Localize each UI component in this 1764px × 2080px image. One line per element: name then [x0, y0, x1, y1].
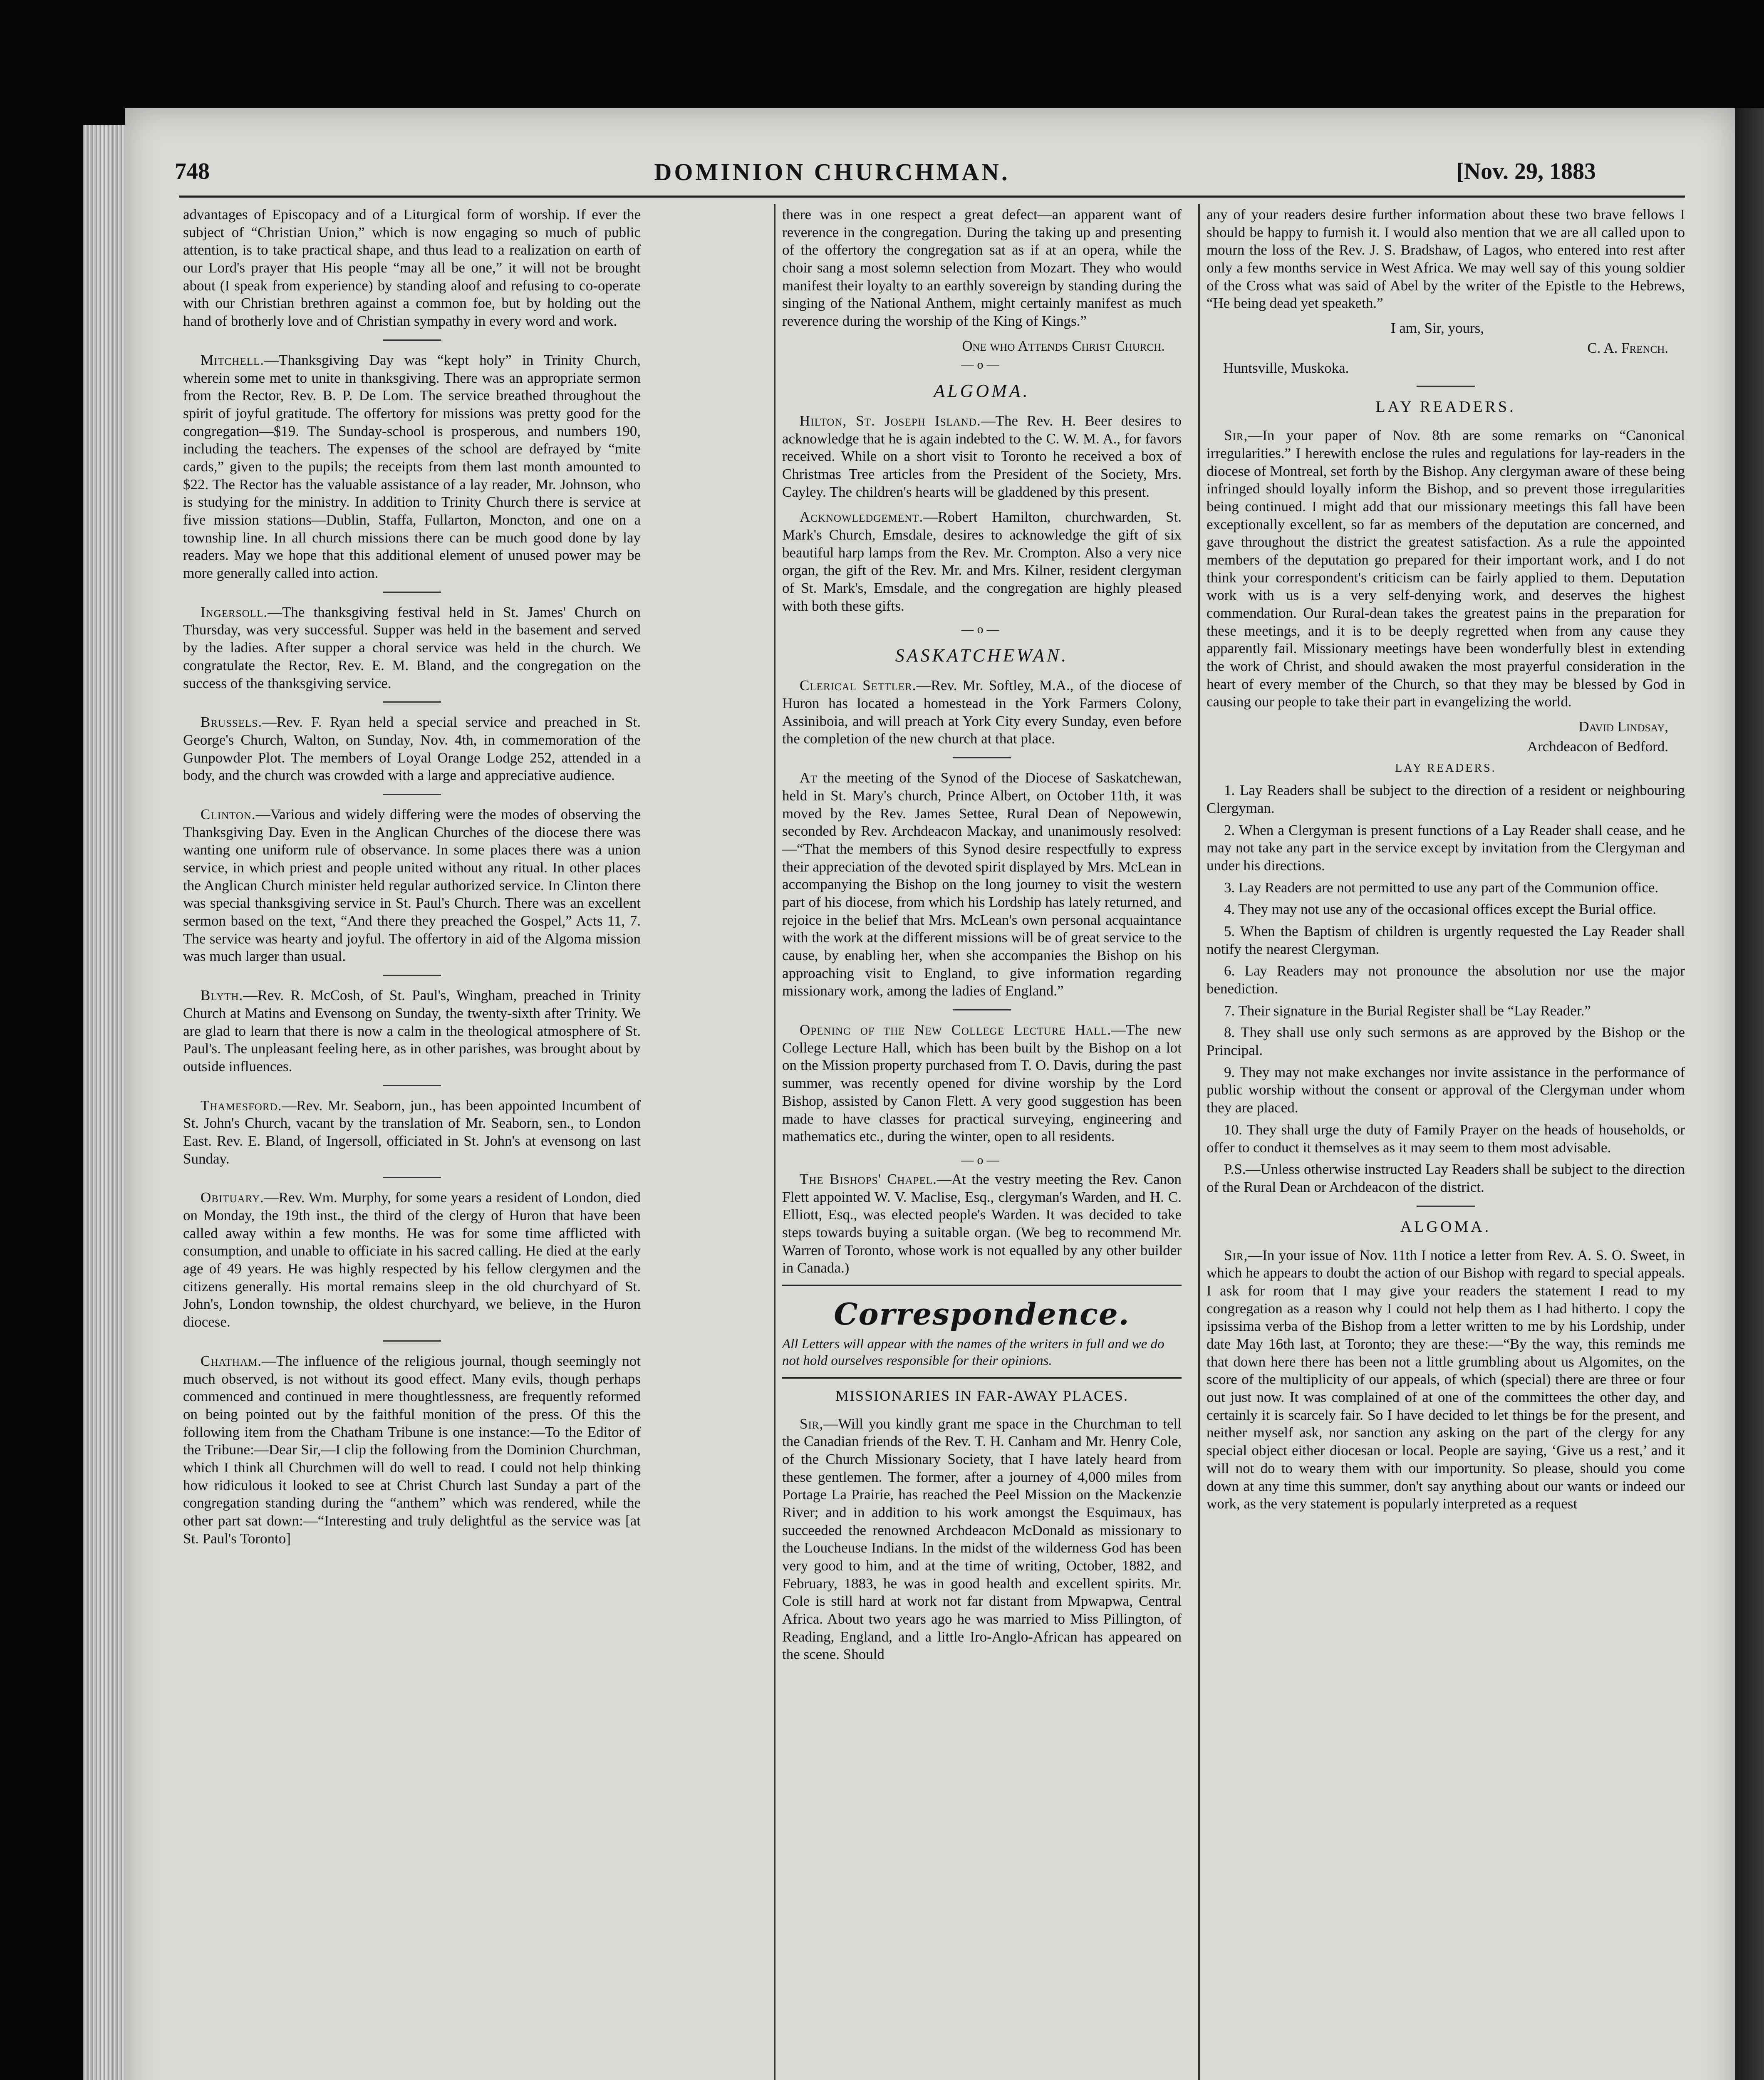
item-synod — [782, 769, 1182, 1000]
item-text: —Rev. R. McCosh, of St. Paul's, Wingham, preached in Trinity Church at Matins and Evensong on Sunday, the twenty-sixth after Trinity. We are glad to learn that there is now a calm in the theological atmosphere of St. Paul's. The unpleasant feeling here, as in other parishes, was brought about by outside influences. — [183, 987, 641, 1075]
item-lead: At — [800, 770, 818, 786]
item-lead: Acknowledgement. — [800, 509, 924, 525]
item-text: —Robert Hamilton, churchwarden, St. Mark's Church, Emsdale, desires to acknowledge the gift of six beautiful harp lamps from the Rev. Mr. Crompton. Also a very nice organ, the gift of the Rev. Mr. and Mrs. Kilner, resident clergyman of St. Mark's, Emsdale, and the congregation are highly pleased with both these gifts. — [782, 509, 1182, 614]
page-number: 748 — [175, 158, 210, 184]
item-lead: Ingersoll. — [201, 604, 268, 620]
item-lead: Blyth. — [201, 987, 243, 1004]
column-left — [183, 206, 641, 2080]
binding-edge — [1735, 108, 1764, 2080]
article-continuation: any of your readers desire further information about these two brave fellows I should be happy to furnish it. I would also mention that we are all called upon to mourn the loss of the Rev. J. S. Bradshaw, of Lagos, who entered into rest after only a few months service in West Africa. We may well say of this young soldier of the Cross what was said of Abel by the writer of the Epistle to the Hebrews, “He being dead yet speaketh.” — [1207, 206, 1685, 312]
masthead: DOMINION CHURCHMAN. — [654, 158, 1010, 186]
item-bishops-chapel — [782, 1171, 1182, 1277]
item-text: —Thanksgiving Day was “kept holy” in Trinity Church, wherein some met to unite in thanksgiving. There was an appropriate sermon from the Rector, Rev. B. P. De Lom. The service breathed throughout the spirit of joyful gratitude. The offertory for missions was pretty good for the congregation—$19. The Sunday-school is prosperous, and numbers 190, including the teachers. The expenses of the school are defrayed by “mite cards,” given to the pupils; the receipts from them last month amounted to $22. The Rector has the valuable assistance of a lay reader, Mr. Johnson, who is studying for the ministry. In addition to Trinity Church there is service at five mission stations—Dublin, Staffa, Fullarton, Moncton, and one on a township line. In all church missions there can be much good done by lay readers. May we hope that this additional element of unused power may be more generally called into action. — [183, 352, 641, 582]
divider — [383, 794, 441, 795]
item-text: —Will you kindly grant me space in the Churchman to tell the Canadian friends of the Rev. T. H. Canham and Mr. Henry Cole, of the Church Missionary Society, that I have lately heard from these gentlemen. The former, after a journey of 4,000 miles from Portage La Prairie, has reached the Peel Mission on the Mackenzie River; and in addition to his work amongst the Esquimaux, has succeeded the renowned Archdeacon McDonald as missionary to the Loucheuse Indians. In the midst of the wilderness God has been very good to him, and at the time of writing, October, 1882, and February, 1883, he was in good health and excellent spirits. Mr. Cole is still hard at work not far distant from Mpwapwa, Central Africa. About two years ago he was married to Miss Pillington, of Reading, England, and a little Iro-Anglo-African has appeared on the scene. Should — [782, 1415, 1182, 1663]
item-text: —The new College Lecture Hall, which has been built by the Bishop on a lot on the Mission property purchased from T. O. Davis, during the past summer, was recently opened for divine worship by the Lord Bishop, assisted by Canon Flett. A very good suggestion has been made to have classes for practical surveying, engineering and mathematics etc., during the winter, open to all residents. — [782, 1022, 1182, 1145]
item-lead: Brussels. — [201, 714, 263, 730]
item-lead: Clinton. — [201, 806, 256, 822]
divider — [1417, 386, 1475, 387]
letter-heading-missionaries: MISSIONARIES IN FAR-AWAY PLACES. — [835, 1387, 1128, 1404]
item-text: —Rev. Mr. Seaborn, jun., has been appointed Incumbent of St. John's Church, vacant by the translation of Mr. Seaborn, sen., to London East. Rev. E. Bland, of Ingersoll, officiated in St. John's at evensong on last Sunday. — [183, 1097, 641, 1167]
article-continuation: there was in one respect a great defect—an apparent want of reverence in the congregation. During the taking up and presenting of the offertory the congregation sat as if at an opera, while the choir sang a most solemn selection from Mozart. They who would manifest their loyalty to an earthly sovereign by standing during the singing of the National Anthem, might certainly manifest as much reverence during the worship of the King of Kings.” — [782, 206, 1182, 329]
item-blyth — [183, 987, 641, 1075]
item-text: —The thanksgiving festival held in St. James' Church on Thursday, was very successful. Supper was held in the basement and served by the ladies. After supper a choral service was held in the church. We congratulate the Rector, Rev. E. M. Bland, and the congregation on the success of the thanksgiving service. — [183, 604, 641, 691]
item-lead: Sir, — [1224, 427, 1248, 444]
item-text: —In your issue of Nov. 11th I notice a letter from Rev. A. S. O. Sweet, in which he appears to doubt the action of our Bishop with regard to special appeals. I ask for room that I may give your readers the statement I read to my congregation as a reason why I could not help them as I had hitherto. I copy the ipsissima verba of the Bishop from a letter written to me by his Lordship, under date May 16th last, at Toronto; they are these:—“By the way, this reminds me that down here there has been not a little grumbling about us Algomites, on the score of the multiplicity of our appeals, of which (special) there are three or four out just now. It was complained of at one of the committees the other day, and certainly it is scarcely fair. So I have decided to let things be for the present, and neither myself ask, nor sanction any asking on the part of the clergy for any special object either diocesan or local. People are saying, ‘Give us a rest,’ and it will not do to weary them with our importunity. So please, should you come down at any time this summer, don't say anything about our wants or indeed our work, as the very statement is popularly interpreted as a request — [1207, 1247, 1685, 1512]
section-heading-algoma: ALGOMA. — [934, 380, 1030, 401]
signature-title: Archdeacon of Bedford. — [1527, 738, 1668, 755]
letter-lay-readers — [1207, 427, 1685, 711]
item-obituary — [183, 1189, 641, 1331]
divider — [383, 975, 441, 976]
item-text: —The influence of the religious journal, though seemingly not much observed, is not without its good effect. Many evils, though perhaps commenced and continued in mere thoughtlessness, are frequently reformed on being pointed out by the faithful monition of the press. Of this the following item from the Chatham Tribune is one instance:—To the Editor of the Tribune:—Dear Sir,—I clip the following from the Dominion Churchman, which I think all Churchmen will do well to read. I could not help thinking how ridiculous it looked to see at Christ Church last Sunday a part of the congregation standing during the “anthem” which was rendered, while the other part sat down:—“Interesting and truly delightful as the service was [at St. Paul's Toronto] — [183, 1352, 641, 1547]
section-rule — [782, 1377, 1182, 1379]
item-lead: Sir, — [1224, 1247, 1248, 1263]
ornament-divider: —o— — [961, 622, 1003, 636]
item-thamesford — [183, 1097, 641, 1168]
letter-algoma — [1207, 1247, 1685, 1513]
item-lead: The Bishops' Chapel. — [800, 1171, 937, 1187]
column-rule — [774, 204, 775, 2080]
item-text: —The Rev. H. Beer desires to acknowledge that he is again indebted to the C. W. M. A., for favors received. While on a short visit to Toronto he received a box of Christmas Tree articles from the President of the Society, Mrs. Cayley. The children's hearts will be gladdened by this present. — [782, 412, 1182, 500]
item-text: —At the vestry meeting the Rev. Canon Flett appointed W. V. Maclise, Esq., clergyman's Warden, and H. C. Elliott, Esq., was elected people's Warden. It was decided to take steps towards buying a suitable organ. (We beg to recommend Mr. Warren of Toronto, whose work is not equalled by any other builder in Canada.) — [782, 1171, 1182, 1276]
item-lead: Hilton, St. Joseph Island. — [800, 412, 981, 429]
item-text: —Rev. Wm. Murphy, for some years a resident of London, died on Monday, the 19th inst., the third of the clergy of Huron that have been called away within a few months. He was for some time afflicted with consumption, and unable to officiate in his sacred calling. He died at the early age of 49 years. He was highly respected by his fellow clergymen and the citizens generally. His mortal remains sleep in the old churchyard of St. John's, London township, the oldest churchyard, we believe, in the Huron diocese. — [183, 1189, 641, 1330]
header-rule — [179, 196, 1685, 198]
rule-item: 5. When the Baptism of children is urgently requested the Lay Reader shall notify the nearest Clergyman. — [1207, 923, 1685, 957]
ornament-divider: —o— — [961, 357, 1003, 371]
rules-heading: LAY READERS. — [1395, 762, 1496, 775]
divider — [383, 339, 441, 341]
postscript: P.S.—Unless otherwise instructed Lay Readers shall be subject to the direction of the Rural Dean or Archdeacon of the district. — [1207, 1161, 1685, 1195]
letter-place: Huntsville, Muskoka. — [1223, 360, 1349, 376]
correspondence-note: All Letters will appear with the names of the writers in full and we do not hold ourselves responsible for their opinions. — [782, 1337, 1164, 1369]
article-continuation: advantages of Episcopacy and of a Liturgical form of worship. If ever the subject of “Christian Union,” which is now engaging so much of public attention, is to take practical shape, and thus lead to a realization on earth of our Lord's prayer that His people “may all be one,” it will not be brought about (I speak from experience) by standing aloof and refusing to co-operate with our Christian brethren against a common foe, but by holding out the hand of brotherly love and of Christian sympathy in every word and work. — [183, 206, 641, 329]
item-lead: Obituary. — [201, 1189, 264, 1206]
letter-closing: I am, Sir, yours, — [1390, 320, 1484, 337]
rule-item: 4. They may not use any of the occasional offices except the Burial office. — [1224, 901, 1656, 918]
divider — [383, 592, 441, 593]
item-clerical-settler — [782, 677, 1182, 748]
rule-item: 8. They shall use only such sermons as are approved by the Bishop or the Principal. — [1207, 1024, 1685, 1059]
divider — [953, 1009, 1011, 1010]
item-college-hall — [782, 1021, 1182, 1146]
correspondence-heading: Correspondence. — [834, 1296, 1130, 1332]
item-lead: Clerical Settler. — [800, 677, 917, 694]
divider — [383, 701, 441, 703]
rule-item: 10. They shall urge the duty of Family Prayer on the heads of households, or offer to conduct it themselves as it may seem to them most advisable. — [1207, 1121, 1685, 1156]
divider — [383, 1085, 441, 1086]
rule-item: 1. Lay Readers shall be subject to the direction of a resident or neighbouring Clergyman. — [1207, 782, 1685, 816]
item-lead: Thamesford. — [201, 1097, 282, 1114]
item-ingersoll — [183, 604, 641, 692]
letter-missionaries — [782, 1415, 1182, 1664]
section-rule — [782, 1285, 1182, 1286]
item-text: —Various and widely differing were the modes of observing the Thanksgiving Day. Even in the Anglican Churches of the diocese there was wanting one uniform rule of observance. In some places there was a union service, in which priest and people united without any ritual. In other places the Anglican Church minister held regular authorized service. In Clinton there was special thanksgiving service in St. Paul's Church. There was an excellent sermon based on the text, “And there they preached the Gospel,” Acts 11, 7. The service was hearty and joyful. The offertory in aid of the Algoma mission was much larger than usual. — [183, 806, 641, 965]
divider — [383, 1177, 441, 1178]
rule-item: 2. When a Clergyman is present functions of a Lay Reader shall cease, and he may not take any part in the service except by invitation from the Clergyman and under his directions. — [1207, 822, 1685, 874]
column-right — [1207, 206, 1685, 2080]
item-text: the meeting of the Synod of the Diocese of Saskatchewan, held in St. Mary's church, Prince Albert, on October 11th, it was moved by the Rev. James Settee, Rural Dean of Nepowewin, seconded by Rev. Archdeacon Mackay, and unanimously resolved:—“That the members of this Synod desire respectfully to express their appreciation of the devoted spirit displayed by Mrs. McLean in accompanying the Bishop on the long journey to visit the western part of his diocese, from which his Lordship has lately returned, and rejoice in the belief that Mrs. McLean's own personal acquaintance with the work at the different missions will be of great service to the cause, by enabling her, when she accompanies the Bishop on his approaching visit to England, to give information regarding missionary work, among the ladies of England.” — [782, 770, 1182, 999]
rule-item: 3. Lay Readers are not permitted to use any part of the Communion office. — [1224, 879, 1659, 896]
divider — [1417, 1206, 1475, 1207]
item-brussels — [183, 713, 641, 785]
signature: C. A. French. — [1587, 340, 1668, 357]
rule-item: 7. Their signature in the Burial Register shall be “Lay Reader.” — [1224, 1002, 1591, 1019]
ornament-divider: —o— — [961, 1153, 1003, 1167]
item-mitchell — [183, 352, 641, 582]
item-text: —Rev. F. Ryan held a special service and preached in St. George's Church, Walton, on Sunday, Nov. 4th, in commemoration of the Gunpowder Plot. The members of Loyal Orange Lodge 252, attended in a body, and the church was crowded with a large and appreciative audience. — [183, 714, 641, 784]
letter-heading-algoma: ALGOMA. — [1400, 1218, 1491, 1236]
rule-item: 6. Lay Readers may not pronounce the absolution nor use the major benediction. — [1207, 963, 1685, 997]
divider — [383, 1340, 441, 1342]
item-lead: Opening of the New College Lecture Hall. — [800, 1022, 1112, 1038]
divider — [953, 757, 1011, 758]
item-lead: Sir, — [800, 1415, 824, 1432]
item-lead: Chatham. — [201, 1352, 262, 1369]
item-chatham — [183, 1352, 641, 1548]
item-text: —Rev. Mr. Softley, M.A., of the diocese of Huron has located a homestead in the York Farmers Colony, Assiniboia, and will preach at York City every Sunday, even before the completion of the new church at that place. — [782, 677, 1182, 747]
item-clinton — [183, 806, 641, 966]
item-acknowledgement — [782, 508, 1182, 615]
signature: David Lindsay, — [1578, 718, 1668, 735]
item-lead: Mitchell. — [201, 352, 265, 368]
section-heading-saskatchewan: SASKATCHEWAN. — [895, 645, 1069, 666]
signature: One who Attends Christ Church. — [962, 337, 1165, 354]
column-middle — [782, 206, 1182, 2080]
letter-heading-lay-readers: LAY READERS. — [1375, 398, 1516, 416]
item-text: —In your paper of Nov. 8th are some remarks on “Canonical irregularities.” I herewith enclose the rules and regulations for lay-readers in the diocese of Montreal, set forth by the Bishop. Any clergyman aware of these being infringed should loyally inform the Bishop, and so prevent those irregularities being continued. I might add that our missionary meetings this fall have been exceptionally excellent, so far as members of the deputation are concerned, and gave throughout the district the greatest satisfaction. As a rule the appointed members of the deputation go prepared for their important work, and I do not think your correspondent's criticism can be fairly applied to them. Deputation work with us is a very self-denying work, and deserves the highest commendation. Our Rural-dean takes the greatest pains in the preparation for these meetings, and it is to be deeply regretted when from any cause they apparently fail. Missionary meetings have been wonderfully blest in extending the work of Christ, and should awaken the most prayerful consideration in the heart of every member of the Church, so that they may be blessed by God in causing our people to take their part in evangelizing the world. — [1207, 427, 1685, 710]
issue-date: [Nov. 29, 1883 — [1456, 158, 1596, 184]
item-hilton — [782, 412, 1182, 501]
column-rule — [1198, 204, 1200, 2080]
rule-item: 9. They may not make exchanges nor invite assistance in the performance of public worship without the consent or approval of the Clergyman under whom they are placed. — [1207, 1064, 1685, 1116]
